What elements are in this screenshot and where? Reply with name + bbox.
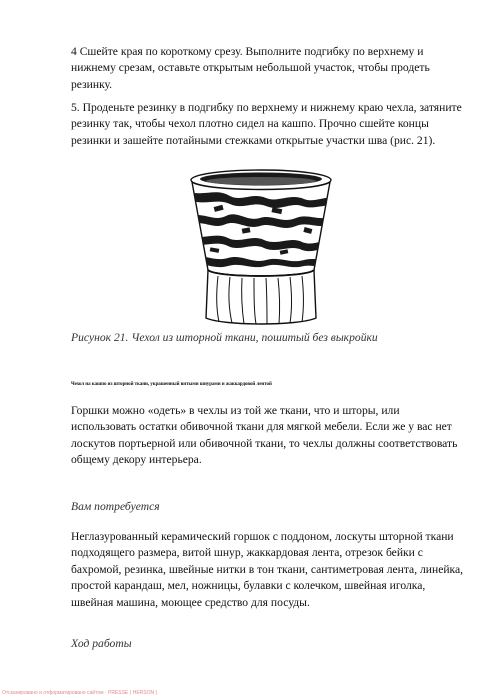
figure-caption: Рисунок 21. Чехол из шторной ткани, пошитый без выкройки xyxy=(71,331,378,344)
materials-paragraph: Неглазурованный керамический горшок с поддоном, лоскуты шторной ткани подходящего размера, витой шнур, жаккардовая лента, отрезок бейки с бахромой, резинка, швейные нитки в тон ткани, сантиметровая лента, линейка, простой карандаш, мел, ножницы, булавки с колечком, швейная иголка, швейная машина, моющее средство для посуды. xyxy=(71,530,464,609)
planter-cover-illustration-icon xyxy=(186,166,336,326)
process-heading: Ход работы xyxy=(71,637,132,650)
step-4-paragraph: 4 Сшейте края по короткому срезу. Выполните подгибку по верхнему и нижнему срезам, оставьте открытым небольшой участок, чтобы продеть резинку. xyxy=(71,45,430,91)
materials-heading: Вам потребуется xyxy=(71,500,160,513)
intro-paragraph: Горшки можно «одеть» в чехлы из той же ткани, что и шторы, или использовать остатки обивочной ткани для мягкой мебели. Если же у вас нет лоскутов портьерной или обивочной ткани, то чехлы должны соответствовать общему декору интерьера. xyxy=(71,404,458,467)
step-5-paragraph: 5. Проденьте резинку в подгибку по верхнему и нижнему краю чехла, затяните резинку так, чтобы чехол плотно сидел на кашпо. Прочно сшейте концы резинки и зашейте потайными стежками открытые участки шва (рис. 21). xyxy=(71,101,462,147)
footer-watermark: Отсканировано и отформатировано сайтом · PRESSE ( HERSON ) xyxy=(2,690,158,696)
section-heading: Чехол на кашпо из шторной ткани, украшенный витыми шнурами и жаккардовой лентой xyxy=(71,382,272,387)
